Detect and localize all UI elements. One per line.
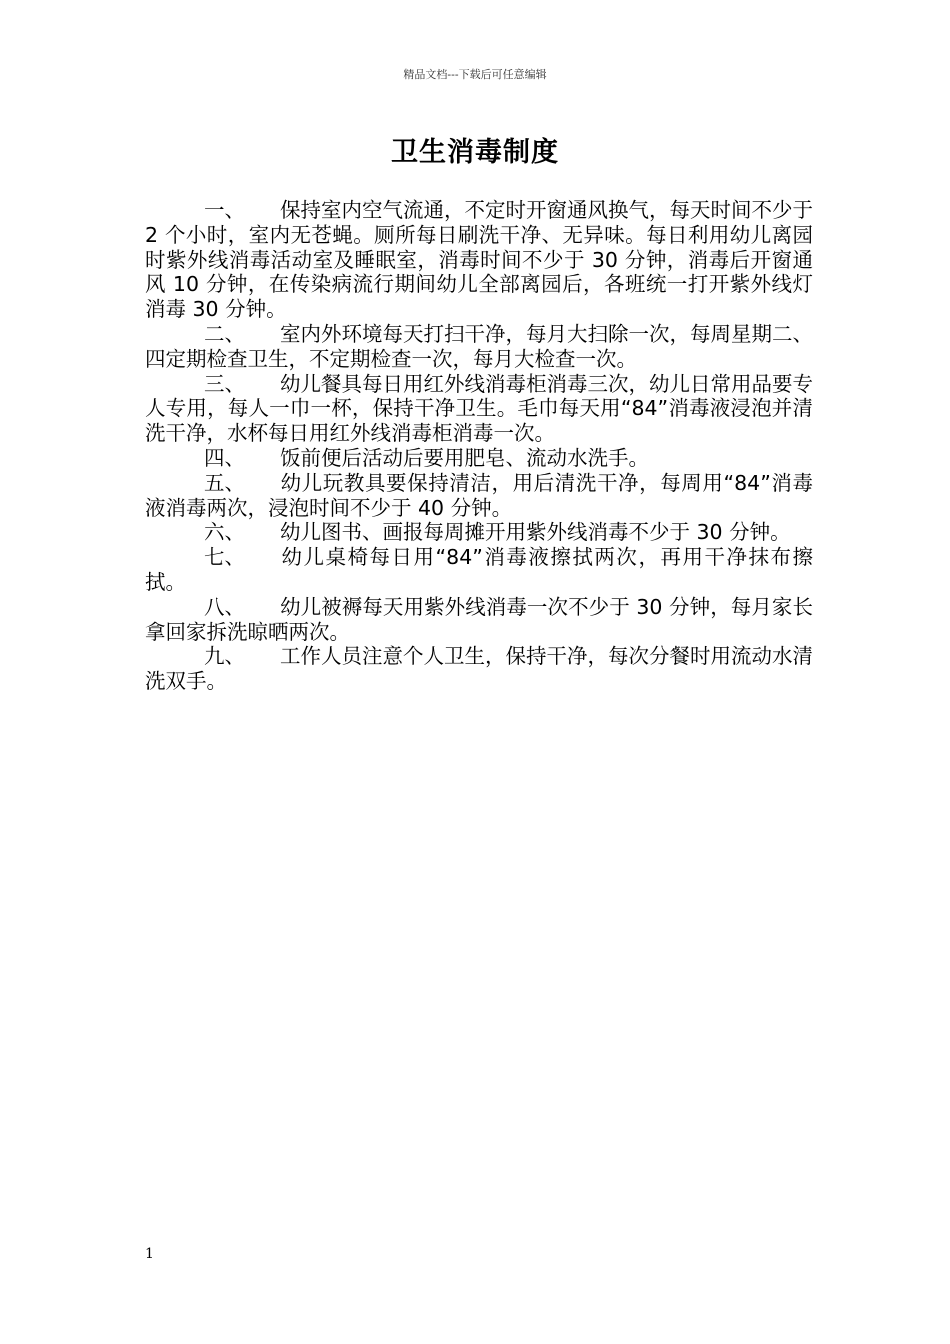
paragraph-text: 幼儿玩教具要保持清洁，用后清洗干净，每周用“84”消毒液消毒两次，浸泡时间不少于 40 分钟。 — [145, 470, 813, 520]
paragraph-4 — [145, 446, 813, 471]
paragraph-9 — [145, 644, 813, 694]
paragraph-number: 三、 — [204, 371, 245, 396]
paragraph-text: 幼儿图书、画报每周摊开用紫外线消毒不少于 30 分钟。 — [280, 520, 791, 545]
paragraph-number: 九、 — [204, 644, 245, 669]
paragraph-number: 四、 — [204, 445, 245, 470]
paragraph-text: 幼儿桌椅每日用“84”消毒液擦拭两次，再用干净抹布擦拭。 — [145, 545, 813, 594]
paragraph-1 — [145, 198, 813, 322]
paragraph-5 — [145, 471, 813, 521]
paragraph-text: 幼儿餐具每日用红外线消毒柜消毒三次，幼儿日常用品要专人专用，每人一巾一杯，保持干净卫生。毛巾每天用“84”消毒液浸泡并清洗干净，水杯每日用红外线消毒柜消毒一次。 — [145, 371, 813, 446]
document-body — [145, 198, 813, 694]
paragraph-text: 幼儿被褥每天用紫外线消毒一次不少于 30 分钟，每月家长拿回家拆洗晾晒两次。 — [145, 594, 813, 644]
paragraph-number: 二、 — [204, 321, 245, 346]
paragraph-text: 保持室内空气流通，不定时开窗通风换气，每天时间不少于 2 个小时，室内无苍蝇。厕所每日刷洗干净、无异味。每日利用幼儿离园时紫外线消毒活动室及睡眠室，消毒时间不少于 30 分钟，消毒后开窗通风 10 分钟，在传染病流行期间幼儿全部离园后，各班统一打开紫外线灯消毒 30 分钟。 — [145, 198, 813, 322]
paragraph-2 — [145, 322, 813, 372]
paragraph-number: 一、 — [204, 198, 245, 222]
paragraph-number: 七、 — [204, 545, 245, 570]
paragraph-6 — [145, 520, 813, 545]
paragraph-text: 室内外环境每天打扫干净，每月大扫除一次，每周星期二、四定期检查卫生，不定期检查一次，每月大检查一次。 — [145, 321, 813, 371]
paragraph-text: 饭前便后活动后要用肥皂、流动水洗手。 — [280, 445, 649, 470]
paragraph-number: 五、 — [204, 470, 245, 495]
page-header: 精品文档---下载后可任意编辑 — [403, 68, 547, 81]
paragraph-number: 六、 — [204, 520, 245, 545]
paragraph-text: 工作人员注意个人卫生，保持干净，每次分餐时用流动水清洗双手。 — [145, 644, 813, 694]
document-title: 卫生消毒制度 — [391, 137, 559, 168]
page-number: 1 — [145, 1246, 154, 1262]
paragraph-7 — [145, 545, 813, 595]
paragraph-3 — [145, 372, 813, 446]
paragraph-8 — [145, 595, 813, 645]
paragraph-number: 八、 — [204, 594, 245, 619]
